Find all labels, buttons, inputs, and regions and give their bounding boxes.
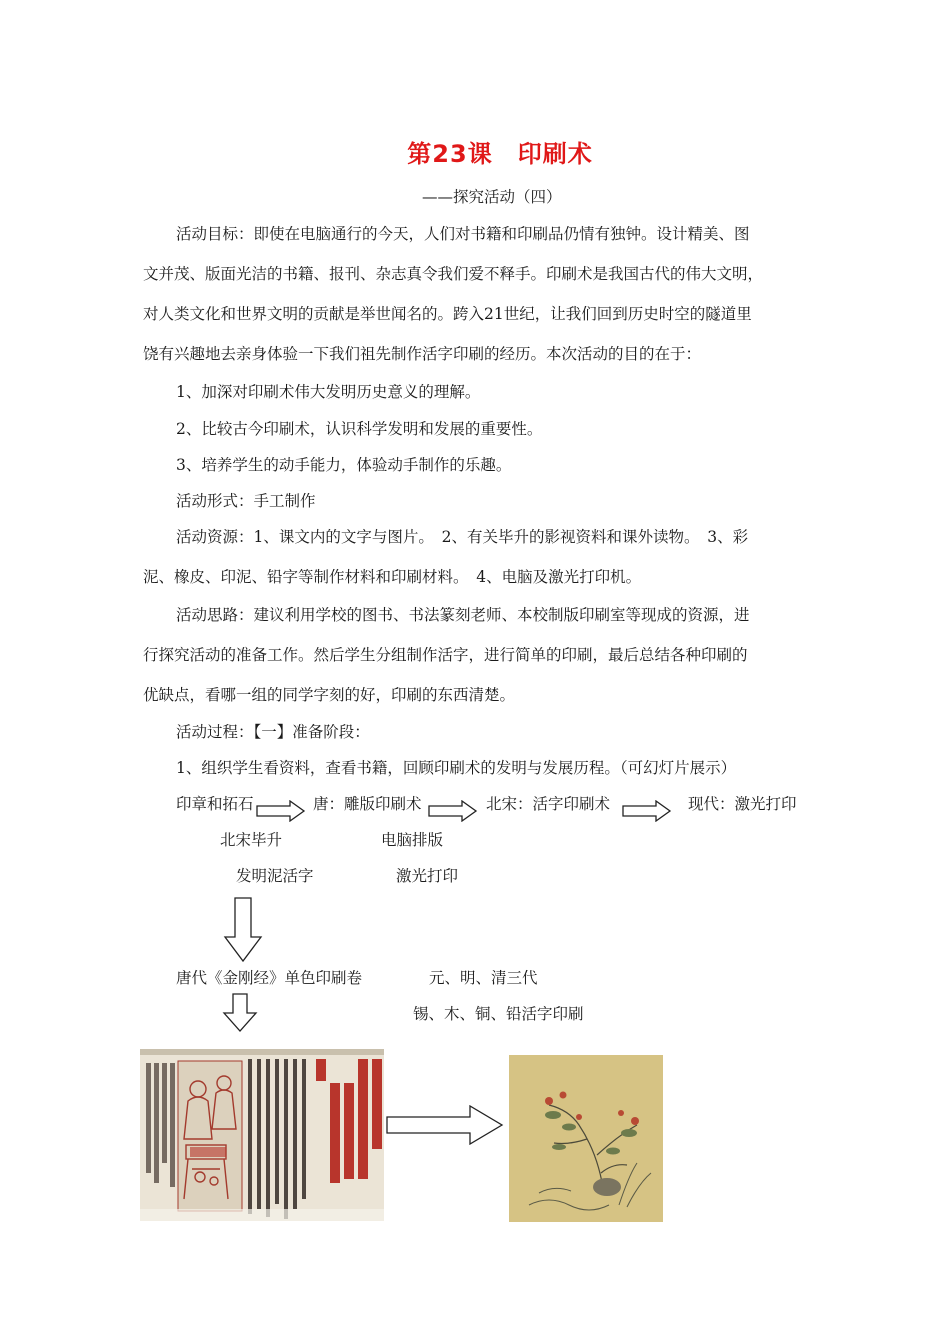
goal-line: 文并茂、版面光洁的书籍、报刊、杂志真令我们爱不释手。印刷术是我国古代的伟大文明， [143,265,764,283]
timeline-stage: 唐：雕版印刷术 [313,795,422,813]
idea-line: 活动思路：建议利用学校的图书、书法篆刻老师、本校制版印刷室等现成的资源，进 [176,606,750,624]
aim-item: 2、比较古今印刷术，认识科学发明和发展的重要性。 [176,420,543,438]
activity-form: 活动形式：手工制作 [176,492,316,510]
right-arrow-icon [256,800,306,822]
tang-item: 唐代《金刚经》单色印刷卷 [176,969,363,987]
resources-line: 活动资源：1、课文内的文字与图片。 2、有关毕升的影视资料和课外读物。 3、彩 [176,528,749,546]
goal-line: 饶有兴趣地去亲身体验一下我们祖先制作活字印刷的经历。本次活动的目的在于： [143,345,702,363]
timeline-stage: 北宋：活字印刷术 [486,795,611,813]
diamond-sutra-image [140,1049,384,1221]
page-title: 第23课 印刷术 [407,140,593,168]
idea-line: 优缺点，看哪一组的同学字刻的好，印刷的东西清楚。 [143,686,516,704]
process-header: 活动过程：【一】准备阶段： [176,723,370,741]
timeline-note: 电脑排版 [381,831,444,849]
goal-line: 对人类文化和世界文明的贡献是举世闻名的。跨入21世纪，让我们回到历史时空的隧道里 [143,305,752,323]
flower-print-image [509,1055,663,1222]
process-step: 1、组织学生看资料，查看书籍，回顾印刷术的发明与发展历程。（可幻灯片展示） [176,759,737,777]
goal-line: 活动目标：即使在电脑通行的今天，人们对书籍和印刷品仍情有独钟。设计精美、图 [176,225,750,243]
idea-line: 行探究活动的准备工作。然后学生分组制作活字，进行简单的印刷，最后总结各种印刷的 [143,646,748,664]
resources-line: 泥、橡皮、印泥、铅字等制作材料和印刷材料。 4、电脑及激光打印机。 [143,568,642,586]
timeline-note: 激光打印 [396,867,459,885]
timeline-note: 北宋毕升 [220,831,283,849]
ymq-note: 锡、木、铜、铅活字印刷 [413,1005,584,1023]
down-arrow-icon [222,993,258,1033]
timeline-stage: 现代：激光打印 [688,795,797,813]
timeline-note: 发明泥活字 [236,867,314,885]
right-arrow-icon [428,800,478,822]
timeline-stage: 印章和拓石 [176,795,254,813]
aim-item: 3、培养学生的动手能力，体验动手制作的乐趣。 [176,456,512,474]
right-arrow-icon [386,1105,504,1145]
aim-item: 1、加深对印刷术伟大发明历史意义的理解。 [176,383,481,401]
page-subtitle: ——探究活动（四） [422,188,562,206]
down-arrow-icon [223,897,263,963]
right-arrow-icon [622,800,672,822]
ymq-title: 元、明、清三代 [429,969,538,987]
